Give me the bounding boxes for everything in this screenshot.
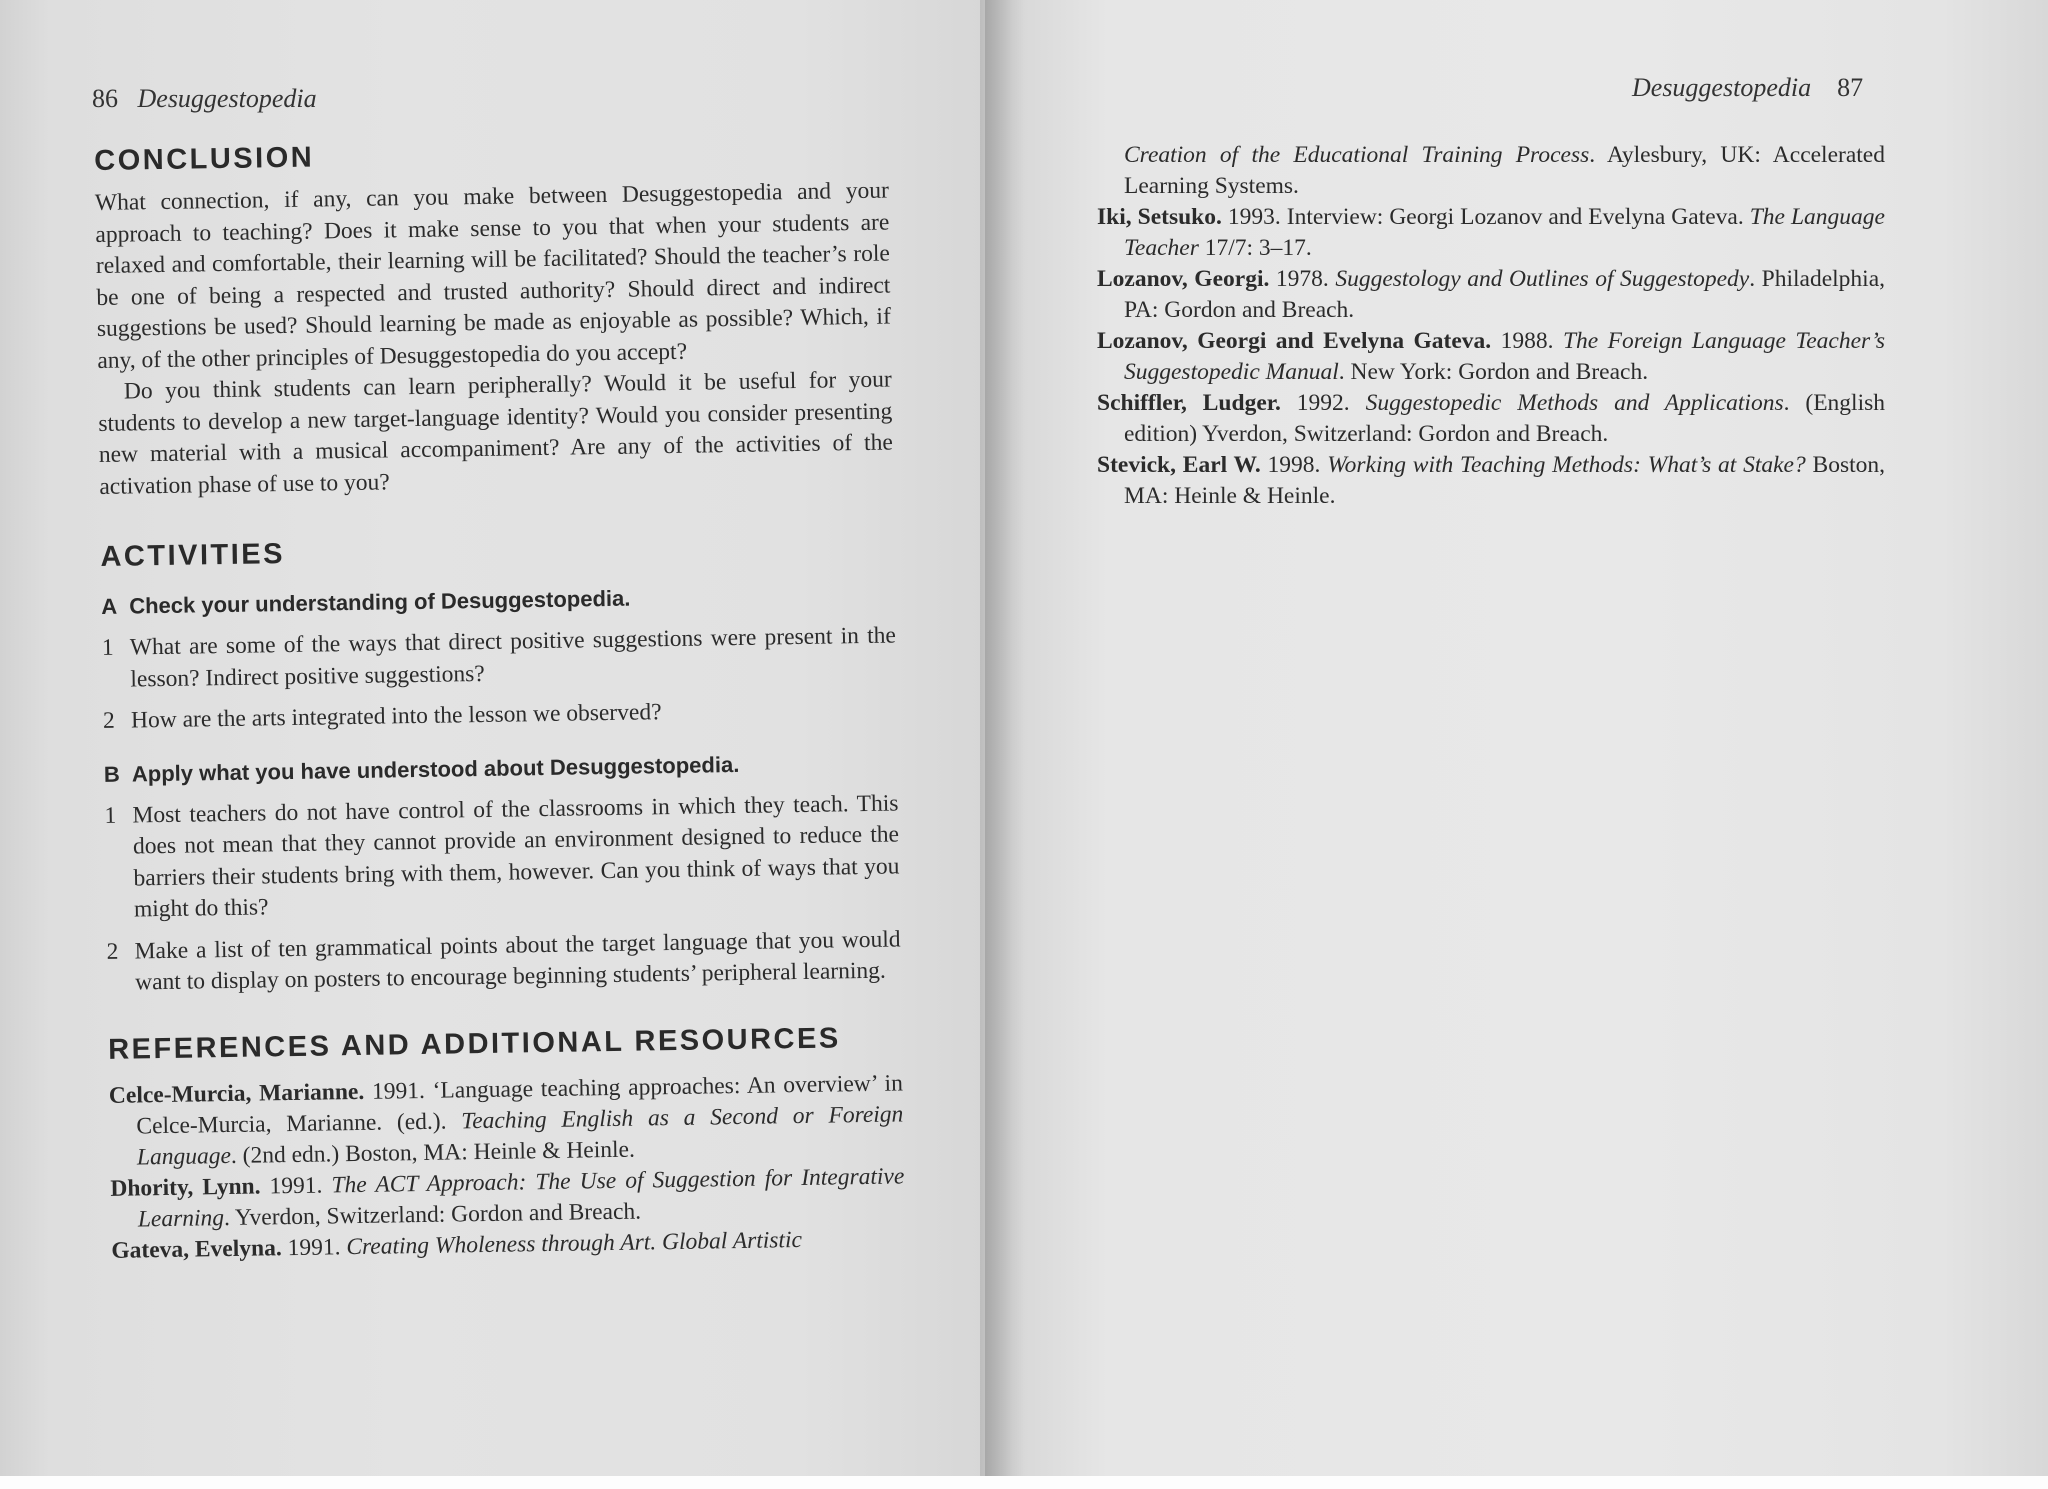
- item-number: 1: [101, 634, 114, 661]
- reference-title: Suggestology and Outlines of Suggestopedy: [1335, 266, 1750, 292]
- left-page-content: [94, 133, 906, 1267]
- activities-heading: ACTIVITIES: [100, 538, 286, 573]
- reference-detail: 1978.: [1269, 266, 1336, 292]
- reference-title: The ACT Approach: The Use of Suggestion for Integrative Learning: [137, 1162, 905, 1232]
- reference-publisher: . Yverdon, Switzerland: Gordon and Breach.: [223, 1198, 642, 1231]
- reference-entry: [1097, 450, 1885, 512]
- reference-author: Gateva, Evelyna.: [111, 1234, 282, 1264]
- activity-a-item-1: [102, 620, 897, 695]
- item-number: 2: [102, 707, 116, 734]
- reference-author: Stevick, Earl W.: [1097, 452, 1261, 478]
- reference-publisher: . (2nd edn.) Boston, MA: Heinle & Heinle.: [230, 1136, 636, 1169]
- left-running-head: [92, 84, 317, 114]
- reference-title: The Language Teacher: [1124, 204, 1885, 261]
- reference-author: Dhority, Lynn.: [110, 1173, 261, 1202]
- reference-title: Working with Teaching Methods: What’s at Stake?: [1327, 452, 1806, 478]
- reference-publisher: 17/7: 3–17.: [1198, 235, 1312, 261]
- left-page-number: 86: [92, 84, 118, 113]
- reference-title: Teaching English as a Second or Foreign Language: [136, 1100, 904, 1170]
- reference-title: The Foreign Language Teacher’s Suggestopedic Manual: [1124, 328, 1885, 385]
- conclusion-paragraph-2: Do you think students can learn peripherally? Would it be useful for your students to develop a new target-language identity? Would you consider presenting new material with a musical accompaniment? Are any of the activities of the activation phase of use to you?: [98, 366, 893, 500]
- reference-entry: [109, 1068, 904, 1173]
- reference-detail: 1991.: [260, 1171, 332, 1200]
- activity-b-letter: B: [103, 761, 120, 787]
- references-heading: REFERENCES AND ADDITIONAL RESOURCES: [107, 1021, 841, 1066]
- reference-entry: [1097, 202, 1885, 264]
- reference-title: Creation of the Educational Training Process: [1124, 142, 1590, 168]
- reference-entry: [1097, 140, 1885, 202]
- reference-author: Celce-Murcia, Marianne.: [108, 1078, 365, 1109]
- reference-author: Lozanov, Georgi and Evelyna Gateva.: [1097, 328, 1492, 354]
- right-running-head: [1632, 73, 1863, 103]
- reference-publisher: . New York: Gordon and Breach.: [1338, 359, 1649, 385]
- reference-detail: 1992.: [1280, 390, 1366, 416]
- reference-entry: [1097, 326, 1885, 388]
- reference-author: Iki, Setsuko.: [1097, 204, 1222, 230]
- item-text: Most teachers do not have control of the classrooms in which they teach. This does not mean that they cannot provide an environment designed to reduce the barriers their students bring with them, however. Can you think of ways that you might do this?: [132, 789, 900, 923]
- reference-detail: 1993. Interview: Georgi Lozanov and Evelyna Gateva.: [1221, 204, 1750, 230]
- item-text: Make a list of ten grammatical points about the target language that you would want to display on posters to encourage beginning students’ peripheral learning.: [134, 925, 901, 996]
- reference-author: Lozanov, Georgi.: [1097, 266, 1270, 292]
- reference-detail: 1988.: [1491, 328, 1563, 354]
- item-number: 1: [104, 802, 117, 829]
- reference-detail: 1998.: [1260, 452, 1328, 478]
- page-bottom-edge: [0, 1476, 2048, 1489]
- right-running-title: Desuggestopedia: [1632, 73, 1812, 102]
- activity-b-item-1: [104, 788, 900, 926]
- left-references-list: [109, 1068, 906, 1266]
- right-page-number: 87: [1837, 73, 1864, 102]
- reference-title: Suggestopedic Methods and Applications: [1365, 390, 1784, 416]
- reference-entry: [1097, 388, 1885, 450]
- item-text: What are some of the ways that direct positive suggestions were present in the lesson? Indirect positive suggestions?: [129, 622, 897, 692]
- reference-detail: 1991. ‘Language teaching approaches: An overview’ in Celce-Murcia, Marianne. (ed.).: [136, 1069, 904, 1139]
- activity-a-letter: A: [101, 593, 118, 619]
- conclusion-paragraph-1: What connection, if any, can you make between Desuggestopedia and your approach to teaching? Does it make sense to you that when your students are relaxed and comfortable, their learning will be facilitated? Should the teacher’s role be one of being a respected and trusted authority? Should direct and indirect suggestions be used? Should learning be made as enjoyable as possible? Which, if any, of the other principles of Desuggestopedia do you accept?: [94, 177, 891, 374]
- book-gutter-shadow: [985, 0, 1025, 1489]
- activity-b-item-2: [106, 924, 901, 999]
- reference-title: Creating Wholeness through Art. Global Artistic: [346, 1226, 803, 1260]
- reference-author: Schiffler, Ludger.: [1097, 390, 1281, 416]
- right-references-list: [1097, 140, 1885, 512]
- reference-publisher: Boston, MA: Heinle & Heinle.: [1124, 452, 1886, 509]
- left-running-title: Desuggestopedia: [137, 84, 317, 113]
- reference-detail: 1991.: [281, 1233, 347, 1261]
- reference-entry: [1097, 264, 1885, 326]
- activity-b-title: Apply what you have understood about Desuggestopedia.: [131, 751, 740, 786]
- conclusion-heading: CONCLUSION: [94, 141, 315, 177]
- right-page-content: [1097, 140, 1885, 512]
- reference-publisher: . Philadelphia, PA: Gordon and Breach.: [1124, 266, 1886, 323]
- reference-publisher: . Aylesbury, UK: Accelerated Learning Systems.: [1124, 142, 1885, 199]
- activity-a-title: Check your understanding of Desuggestopedia.: [129, 585, 631, 619]
- item-number: 2: [106, 938, 119, 965]
- item-text: How are the arts integrated into the lesson we observed?: [130, 699, 662, 734]
- reference-publisher: . (English edition) Yverdon, Switzerland: Gordon and Breach.: [1124, 390, 1886, 447]
